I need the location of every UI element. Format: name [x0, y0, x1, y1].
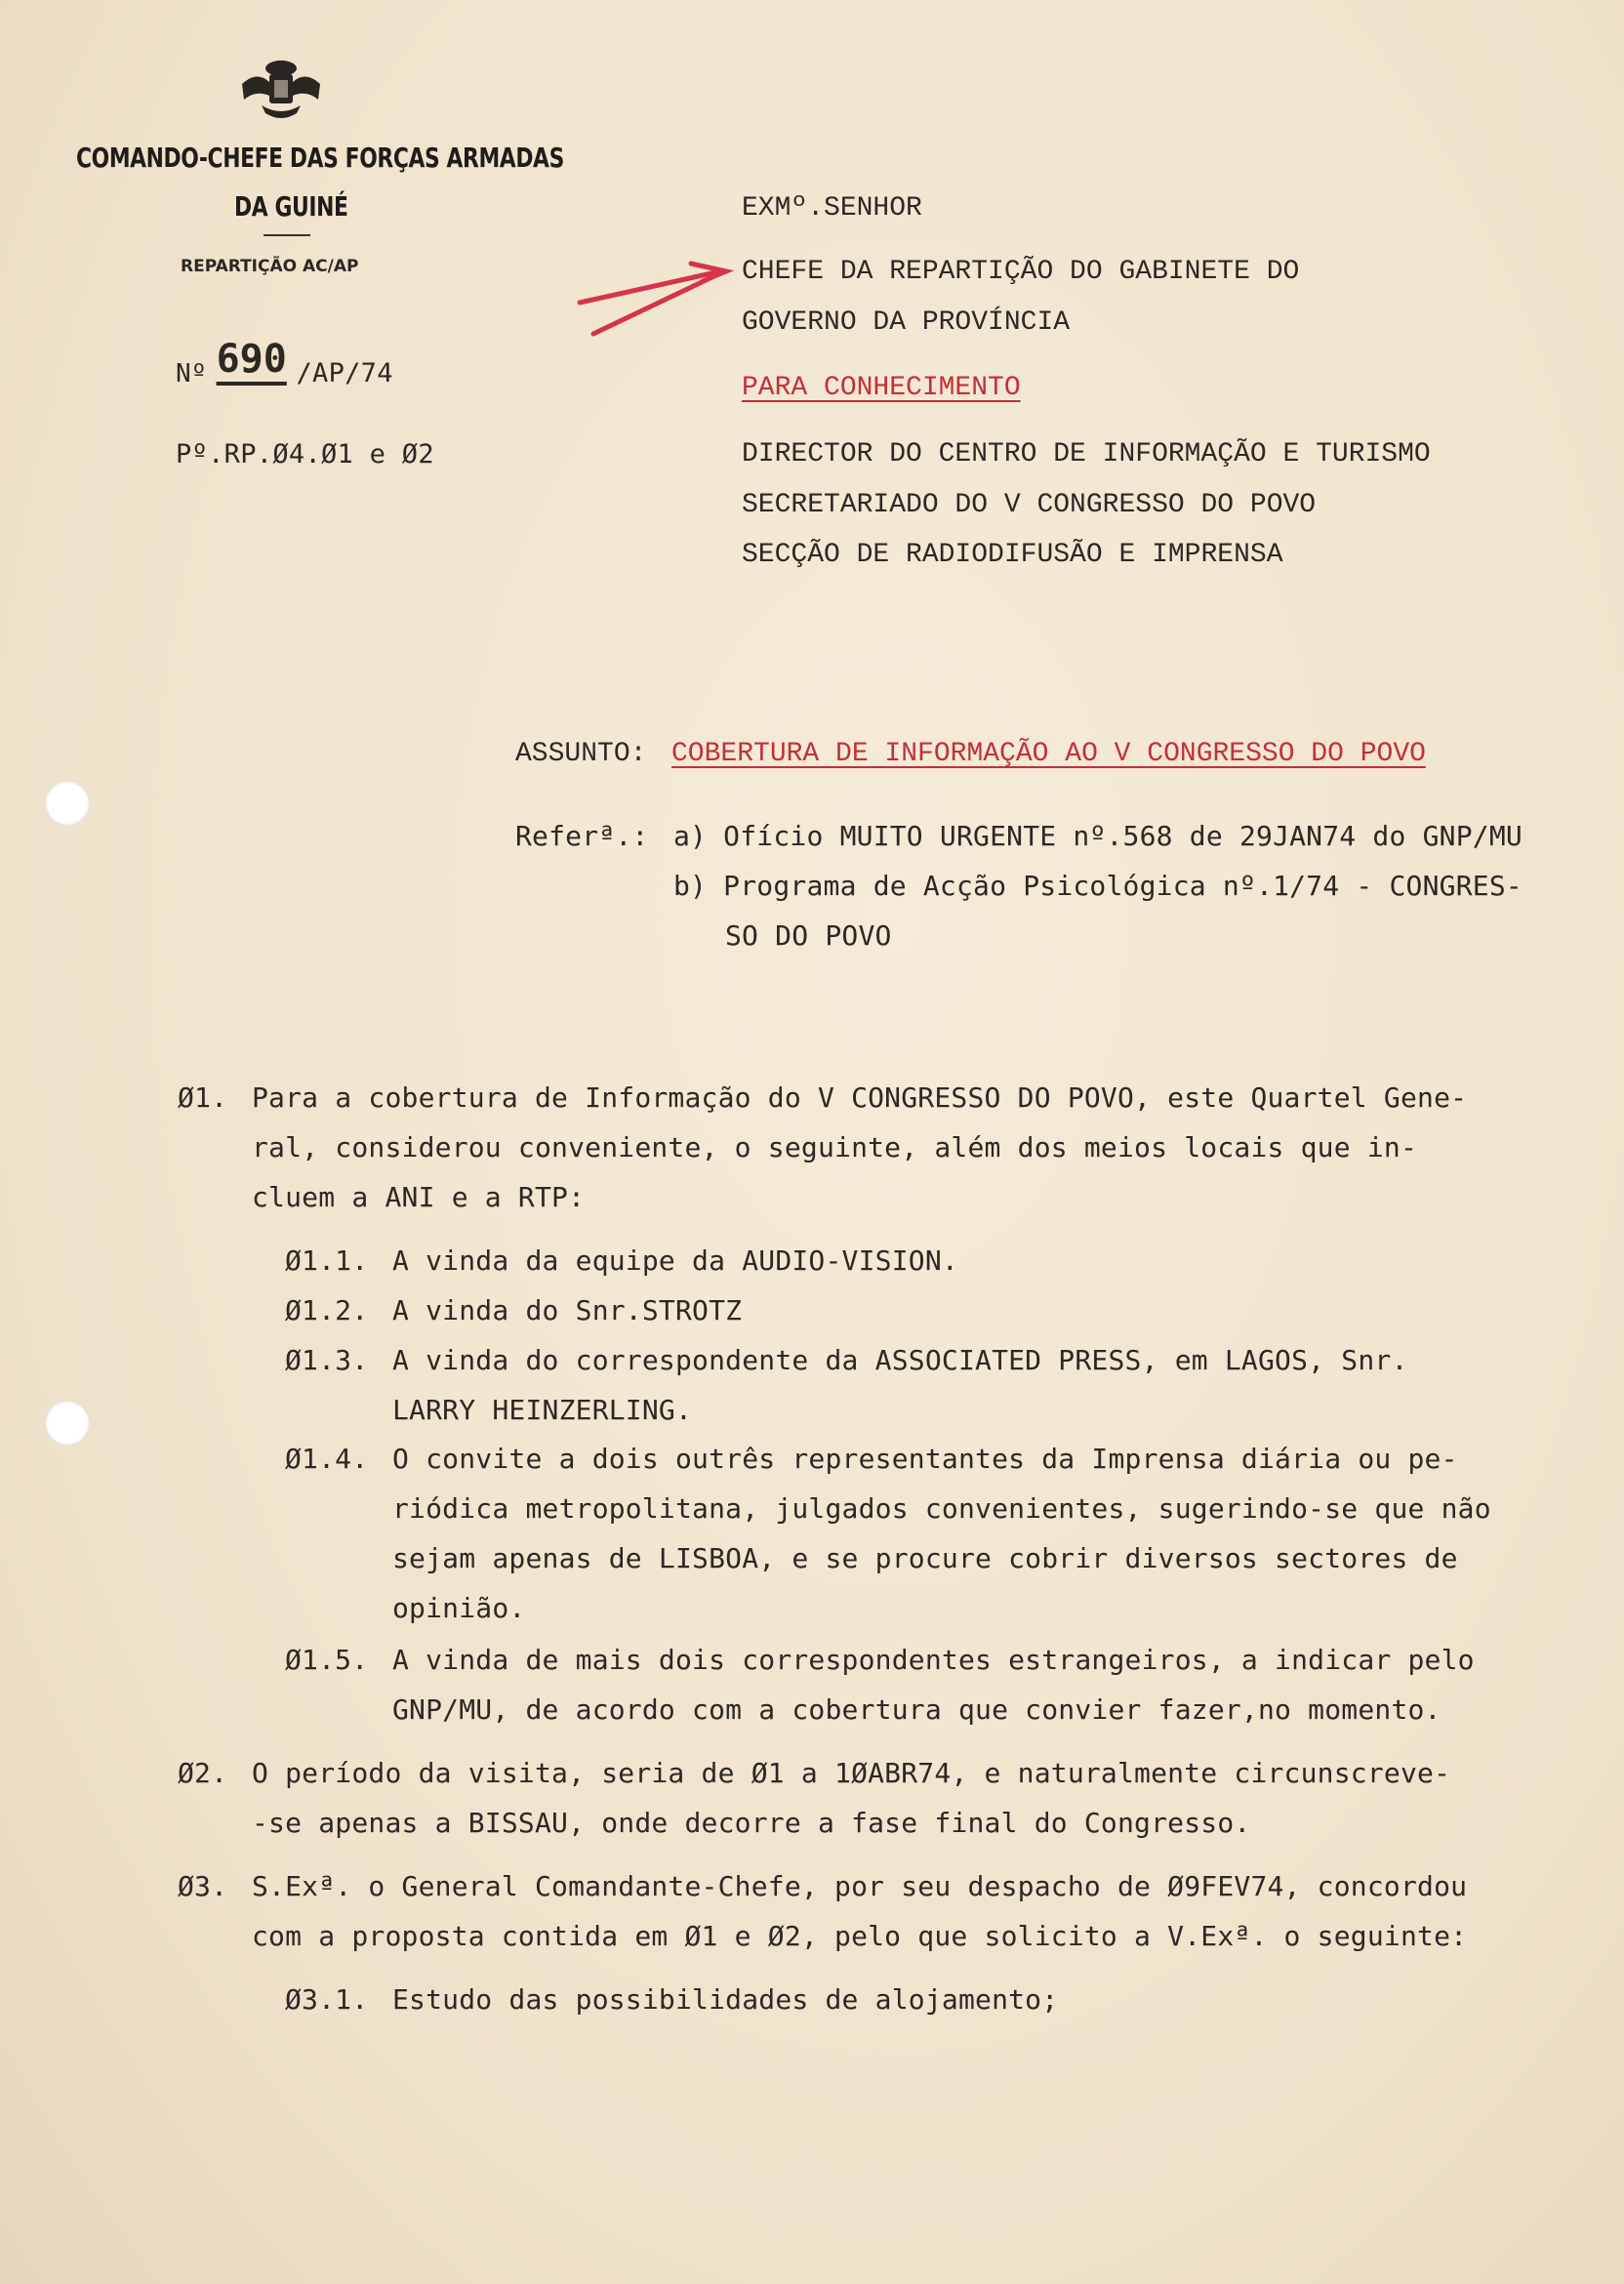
paragraph-03-number: Ø3. — [178, 1870, 228, 1902]
item-03-1-number: Ø3.1. — [285, 1983, 369, 2016]
item-01-2-number: Ø1.2. — [285, 1294, 369, 1326]
item-01-4-line1: O convite a dois outrês representantes da Imprensa diária ou pe- — [392, 1443, 1458, 1475]
org-name-line1: COMANDO-CHEFE DAS FORÇAS ARMADAS — [76, 142, 564, 174]
item-01-3-line1: A vinda do correspondente da ASSOCIATED PRESS, em LAGOS, Snr. — [392, 1344, 1408, 1376]
item-01-4-line2: riódica metropolitana, julgados convenientes, sugerindo-se que não — [392, 1492, 1491, 1525]
reference-b-line2: SO DO POVO — [725, 919, 892, 952]
red-arrow-icon — [574, 252, 740, 340]
paragraph-01-number: Ø1. — [178, 1081, 228, 1114]
addressee-line1: CHEFE DA REPARTIÇÃO DO GABINETE DO — [742, 257, 1300, 287]
department-name: REPARTIÇÃO AC/AP — [181, 257, 359, 276]
subject-label: ASSUNTO: — [515, 739, 647, 769]
paragraph-02-line1: O período da visita, seria de Ø1 a 1ØABR74, e naturalmente circunscreve- — [252, 1757, 1451, 1789]
item-01-5-line1: A vinda de mais dois correspondentes estrangeiros, a indicar pelo — [392, 1644, 1475, 1676]
reference-number — [176, 337, 393, 391]
paragraph-02-number: Ø2. — [178, 1757, 228, 1789]
ref-number: 690 — [216, 337, 287, 382]
addressee-line2: GOVERNO DA PROVÍNCIA — [742, 307, 1071, 338]
item-01-1-number: Ø1.1. — [285, 1244, 369, 1277]
cc-item-3: SECÇÃO DE RADIODIFUSÃO E IMPRENSA — [742, 540, 1283, 570]
item-01-4-line4: opinião. — [392, 1592, 526, 1624]
coat-of-arms-icon — [232, 57, 330, 125]
item-01-1-line1: A vinda da equipe da AUDIO-VISION. — [392, 1244, 958, 1277]
item-01-4-line3: sejam apenas de LISBOA, e se procure cobrir diversos sectores de — [392, 1542, 1458, 1574]
item-01-3-number: Ø1.3. — [285, 1344, 369, 1376]
paragraph-03-line2: com a proposta contida em Ø1 e Ø2, pelo que solicito a V.Exª. o seguinte: — [252, 1920, 1468, 1952]
reference-b-line1: b) Programa de Acção Psicológica nº.1/74 - CONGRES- — [673, 870, 1522, 902]
item-01-5-number: Ø1.5. — [285, 1644, 369, 1676]
cc-item-2: SECRETARIADO DO V CONGRESSO DO POVO — [742, 490, 1317, 520]
references-label: Referª.: — [515, 820, 649, 852]
reference-a: a) Ofício MUITO URGENTE nº.568 de 29JAN74 do GNP/MU — [673, 820, 1522, 852]
process-reference: Pº.RP.Ø4.Ø1 e Ø2 — [176, 439, 434, 469]
salutation: EXMº.SENHOR — [742, 193, 922, 224]
item-01-2-line1: A vinda do Snr.STROTZ — [392, 1294, 743, 1326]
item-03-1-text: Estudo das possibilidades de alojamento; — [392, 1983, 1059, 2016]
item-01-5-line2: GNP/MU, de acordo com a cobertura que convier fazer,no momento. — [392, 1693, 1441, 1726]
paragraph-01-line2: ral, considerou conveniente, o seguinte, além dos meios locais que in- — [252, 1131, 1418, 1163]
cc-item-1: DIRECTOR DO CENTRO DE INFORMAÇÃO E TURISMO — [742, 439, 1431, 469]
paragraph-02-line2: -se apenas a BISSAU, onde decorre a fase final do Congresso. — [252, 1807, 1251, 1839]
paragraph-01-line1: Para a cobertura de Informação do V CONGRESSO DO POVO, este Quartel Gene- — [252, 1081, 1468, 1114]
letterhead-divider — [264, 234, 310, 236]
punch-hole-bottom — [45, 1401, 90, 1446]
paragraph-03-line1: S.Exª. o General Comandante-Chefe, por seu despacho de Ø9FEV74, concordou — [252, 1870, 1468, 1902]
ref-suffix: /AP/74 — [296, 358, 393, 388]
ref-prefix: Nº — [176, 359, 207, 388]
subject-text: COBERTURA DE INFORMAÇÃO AO V CONGRESSO DO POVO — [671, 739, 1426, 769]
paragraph-01-line3: cluem a ANI e a RTP: — [252, 1181, 586, 1213]
cc-heading: PARA CONHECIMENTO — [742, 373, 1021, 403]
item-01-3-line2: LARRY HEINZERLING. — [392, 1394, 693, 1426]
item-01-4-number: Ø1.4. — [285, 1443, 369, 1475]
punch-hole-top — [45, 781, 90, 826]
org-name-line2: DA GUINÉ — [234, 190, 348, 223]
